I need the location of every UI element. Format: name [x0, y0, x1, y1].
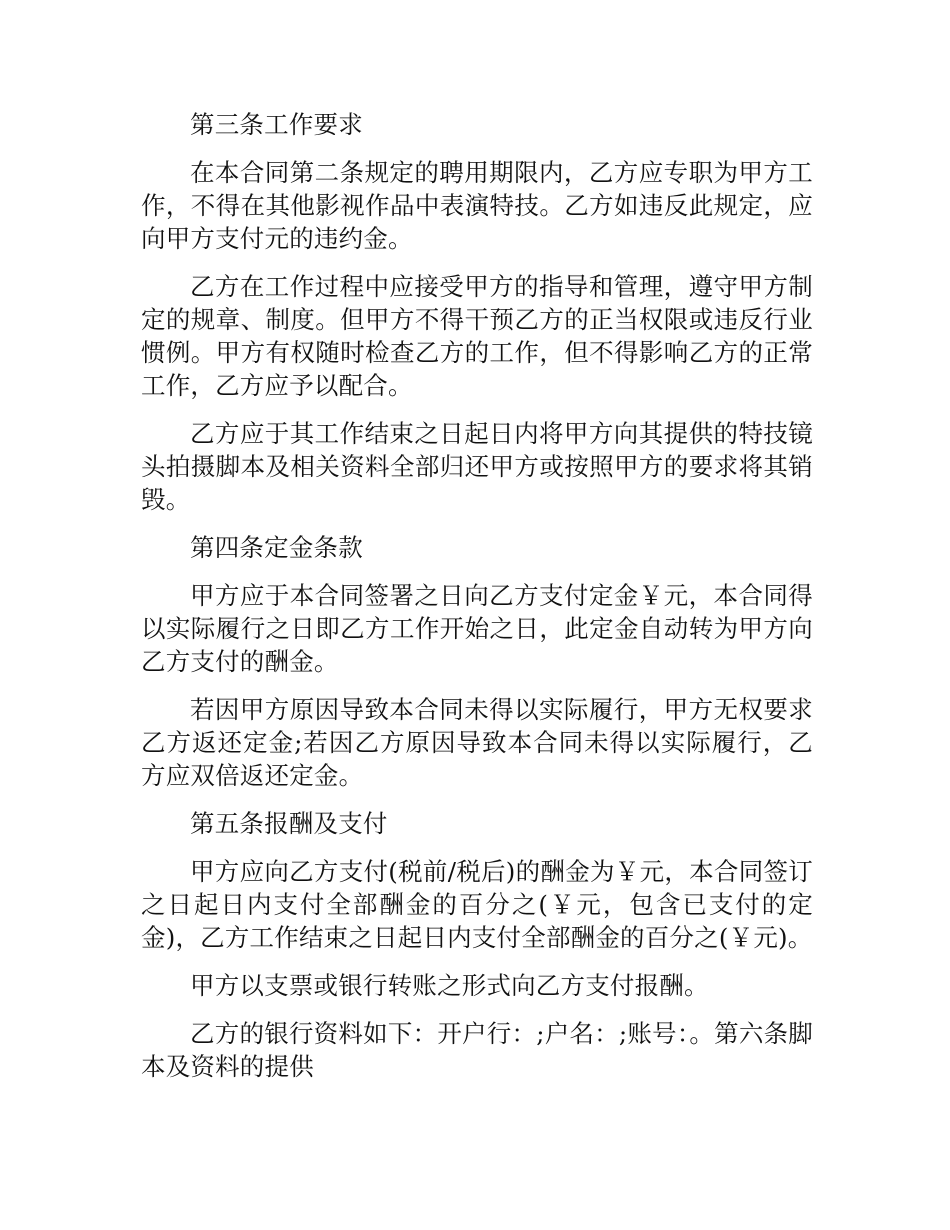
paragraph-deposit-payment: 甲方应于本合同签署之日向乙方支付定金￥元，本合同得以实际履行之日即乙方工作开始之日，此定金自动转为甲方向乙方支付的酬金。 [141, 581, 813, 676]
paragraph-guidance-management: 乙方在工作过程中应接受甲方的指导和管理，遵守甲方制定的规章、制度。但甲方不得干预乙方的正当权限或违反行业惯例。甲方有权随时检查乙方的工作，但不得影响乙方的正常工作，乙方应予以配合。 [141, 272, 813, 400]
paragraph-exclusive-work: 在本合同第二条规定的聘用期限内，乙方应专职为甲方工作，不得在其他影视作品中表演特技。乙方如违反此规定，应向甲方支付元的违约金。 [141, 158, 813, 253]
section-heading-article-4: 第四条定金条款 [190, 533, 363, 562]
paragraph-deposit-forfeit: 若因甲方原因导致本合同未得以实际履行，甲方无权要求乙方返还定金;若因乙方原因导致本合同未得以实际履行，乙方应双倍返还定金。 [141, 695, 813, 790]
paragraph-payment-method: 甲方以支票或银行转账之形式向乙方支付报酬。 [190, 971, 709, 1000]
paragraph-bank-details: 乙方的银行资料如下：开户行：;户名：;账号：。第六条脚本及资料的提供 [141, 1019, 813, 1081]
paragraph-remuneration-amount: 甲方应向乙方支付(税前/税后)的酬金为￥元，本合同签订之日起日内支付全部酬金的百分之(￥元，包含已支付的定金)，乙方工作结束之日起日内支付全部酬金的百分之(￥元)。 [141, 857, 813, 952]
section-heading-article-3: 第三条工作要求 [190, 110, 363, 139]
section-heading-article-5: 第五条报酬及支付 [190, 809, 388, 838]
document-page [141, 108, 813, 1098]
paragraph-return-materials: 乙方应于其工作结束之日起日内将甲方向其提供的特技镜头拍摄脚本及相关资料全部归还甲方或按照甲方的要求将其销毁。 [141, 419, 813, 514]
